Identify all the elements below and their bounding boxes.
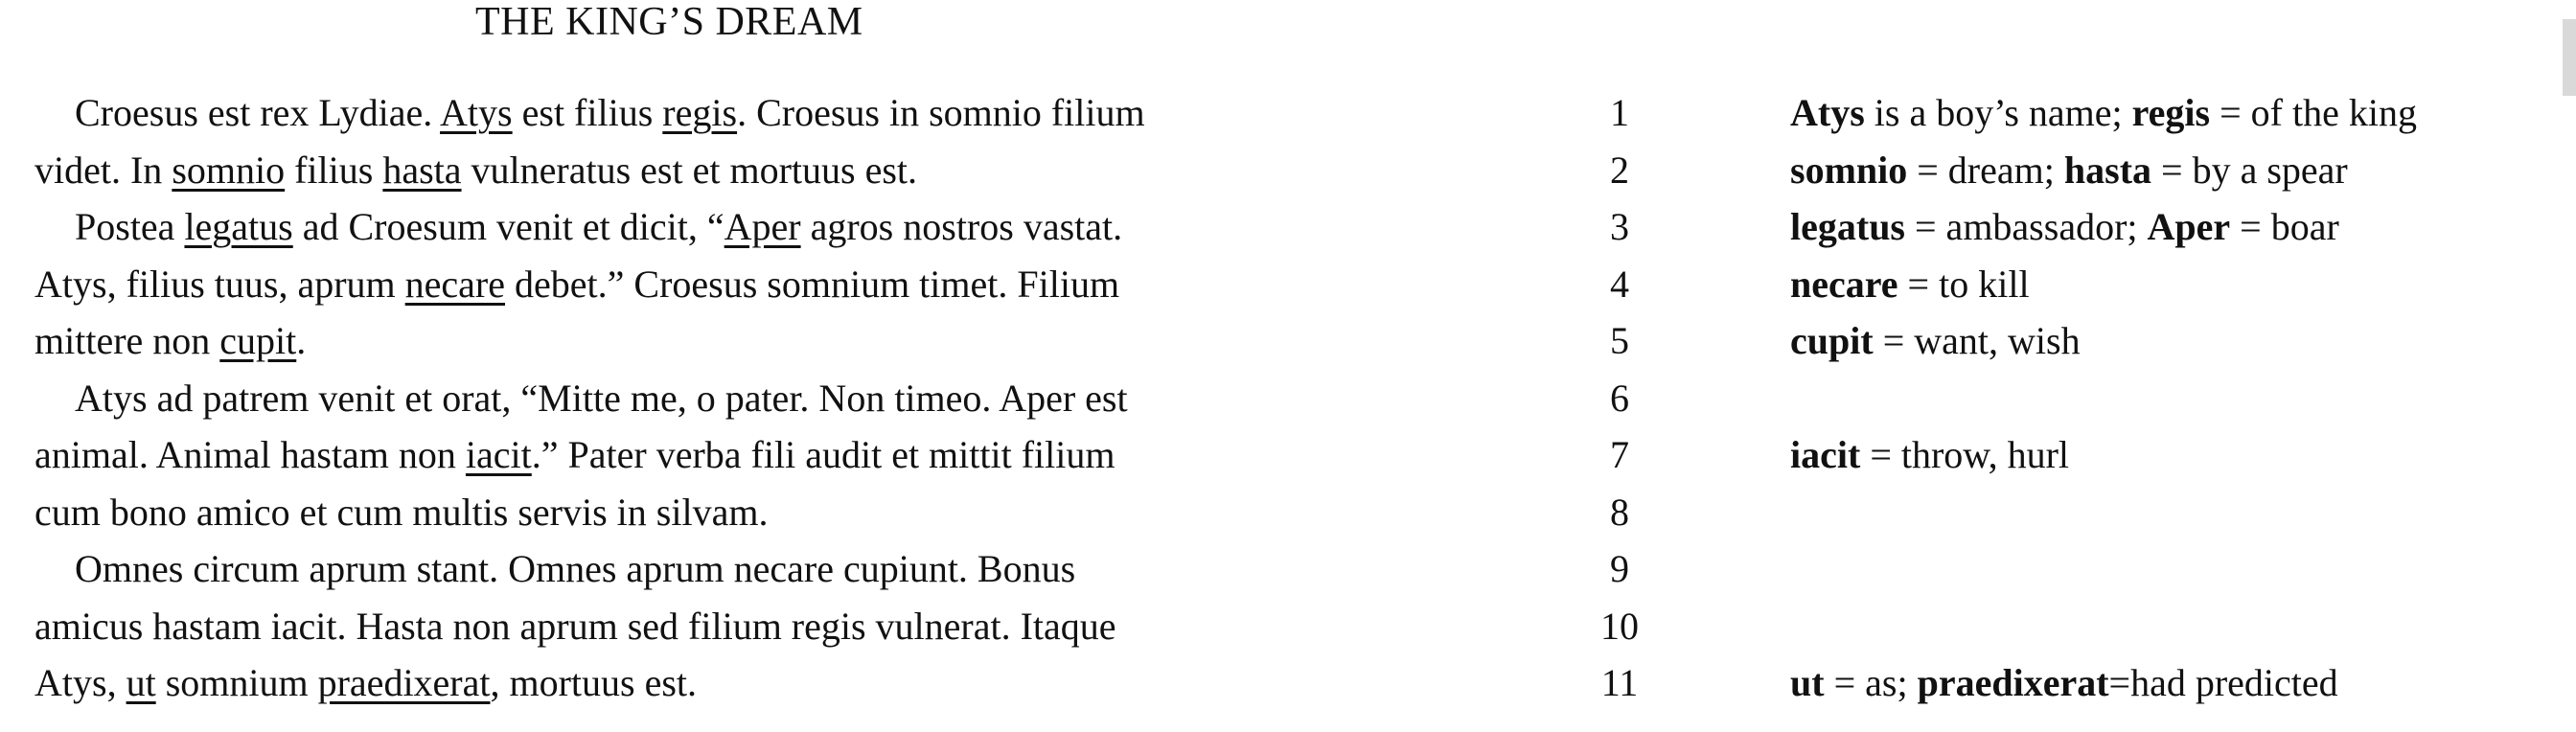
text-segment: Atys, xyxy=(34,661,126,704)
gloss-line-2 xyxy=(1790,142,2557,199)
document-title: THE KING’S DREAM xyxy=(475,0,863,44)
glossed-word: ut xyxy=(126,661,156,704)
glossed-word: Atys xyxy=(440,91,513,134)
gloss-line-6 xyxy=(1790,370,2557,427)
text-segment: videt. In xyxy=(34,148,172,192)
gloss-term: hasta xyxy=(2063,148,2152,192)
passage-line-9 xyxy=(34,540,1414,598)
passage-line-11 xyxy=(34,654,1414,712)
glossed-word: hasta xyxy=(382,148,462,192)
gloss-definition: is a boy’s name; xyxy=(1864,91,2132,134)
gloss-term: regis xyxy=(2131,91,2211,134)
glossed-word: cupit xyxy=(219,319,297,362)
glossed-word: praedixerat xyxy=(317,661,491,704)
passage-line-1 xyxy=(34,84,1414,142)
gloss-line-5 xyxy=(1790,312,2557,370)
gloss-definition: = as; xyxy=(1824,661,1918,704)
glossed-word: iacit xyxy=(465,433,532,476)
glossary-column xyxy=(1790,84,2557,712)
text-segment: Croesus est rex Lydiae. xyxy=(75,91,441,134)
line-number: 10 xyxy=(1600,604,1639,648)
text-segment: .” Pater verba fili audit et mittit filium xyxy=(531,433,1116,476)
line-number: 1 xyxy=(1610,91,1629,134)
gloss-definition: = boar xyxy=(2230,205,2339,248)
text-segment: filius xyxy=(285,148,383,192)
text-segment: vulneratus est et mortuus est. xyxy=(461,148,917,192)
passage-line-8 xyxy=(34,484,1414,541)
glossed-word: somnio xyxy=(172,148,286,192)
gloss-term: cupit xyxy=(1790,319,1874,362)
text-segment: , mortuus est. xyxy=(490,661,698,704)
gloss-term: praedixerat xyxy=(1917,661,2109,704)
text-segment: somnium xyxy=(155,661,318,704)
passage-line-3 xyxy=(34,198,1414,256)
passage-line-7 xyxy=(34,426,1414,484)
text-segment: mittere non xyxy=(34,319,220,362)
line-number-column xyxy=(1572,84,1668,712)
gloss-line-4 xyxy=(1790,256,2557,313)
text-segment: cum bono amico et cum multis servis in silvam. xyxy=(34,490,769,534)
text-segment: animal. Animal hastam non xyxy=(34,433,466,476)
gloss-term: necare xyxy=(1790,262,1898,306)
text-segment: debet.” Croesus somnium timet. Filium xyxy=(505,262,1120,306)
line-number: 5 xyxy=(1610,319,1629,362)
gloss-definition: = want, wish xyxy=(1873,319,2081,362)
glossed-word: necare xyxy=(404,262,506,306)
text-segment: Atys ad patrem venit et orat, “Mitte me, o pater. Non timeo. Aper est xyxy=(75,376,1128,420)
glossed-word: legatus xyxy=(184,205,293,248)
line-number: 8 xyxy=(1610,490,1629,534)
gloss-definition: = dream; xyxy=(1907,148,2064,192)
text-segment: est filius xyxy=(512,91,663,134)
gloss-line-10 xyxy=(1790,598,2557,655)
line-number: 3 xyxy=(1610,205,1629,248)
gloss-line-3 xyxy=(1790,198,2557,256)
gloss-term: Atys xyxy=(1790,91,1865,134)
line-number: 6 xyxy=(1610,376,1629,420)
text-segment: amicus hastam iacit. Hasta non aprum sed filium regis vulnerat. Itaque xyxy=(34,604,1116,648)
text-segment: Postea xyxy=(75,205,185,248)
gloss-definition: = throw, hurl xyxy=(1860,433,2070,476)
latin-passage xyxy=(34,84,1414,712)
line-number: 11 xyxy=(1600,661,1639,704)
line-number: 9 xyxy=(1610,547,1629,590)
gloss-line-11 xyxy=(1790,654,2557,712)
gloss-line-8 xyxy=(1790,484,2557,541)
gloss-term: legatus xyxy=(1790,205,1905,248)
glossed-word: regis xyxy=(662,91,738,134)
gloss-term: Aper xyxy=(2147,205,2231,248)
gloss-term: iacit xyxy=(1790,433,1861,476)
gloss-definition: = ambassador; xyxy=(1905,205,2148,248)
gloss-line-9 xyxy=(1790,540,2557,598)
gloss-definition: = of the king xyxy=(2210,91,2417,134)
page-edge-shadow xyxy=(2563,19,2576,96)
gloss-definition: = by a spear xyxy=(2151,148,2348,192)
glossed-word: Aper xyxy=(724,205,801,248)
passage-line-6 xyxy=(34,370,1414,427)
passage-line-10 xyxy=(34,598,1414,655)
text-segment: agros nostros vastat. xyxy=(800,205,1123,248)
gloss-term: ut xyxy=(1790,661,1825,704)
line-number: 2 xyxy=(1610,148,1629,192)
passage-line-4 xyxy=(34,256,1414,313)
passage-line-2 xyxy=(34,142,1414,199)
gloss-definition: =had predicted xyxy=(2108,661,2338,704)
gloss-definition: = to kill xyxy=(1898,262,2030,306)
text-segment: ad Croesum venit et dicit, “ xyxy=(292,205,724,248)
text-segment: Omnes circum aprum stant. Omnes aprum necare cupiunt. Bonus xyxy=(75,547,1076,590)
passage-line-5 xyxy=(34,312,1414,370)
gloss-term: somnio xyxy=(1790,148,1908,192)
gloss-line-7 xyxy=(1790,426,2557,484)
line-number: 4 xyxy=(1610,262,1629,306)
text-segment: Atys, filius tuus, aprum xyxy=(34,262,405,306)
text-segment: . xyxy=(296,319,307,362)
text-segment: . Croesus in somnio filium xyxy=(737,91,1145,134)
gloss-line-1 xyxy=(1790,84,2557,142)
line-number: 7 xyxy=(1610,433,1629,476)
